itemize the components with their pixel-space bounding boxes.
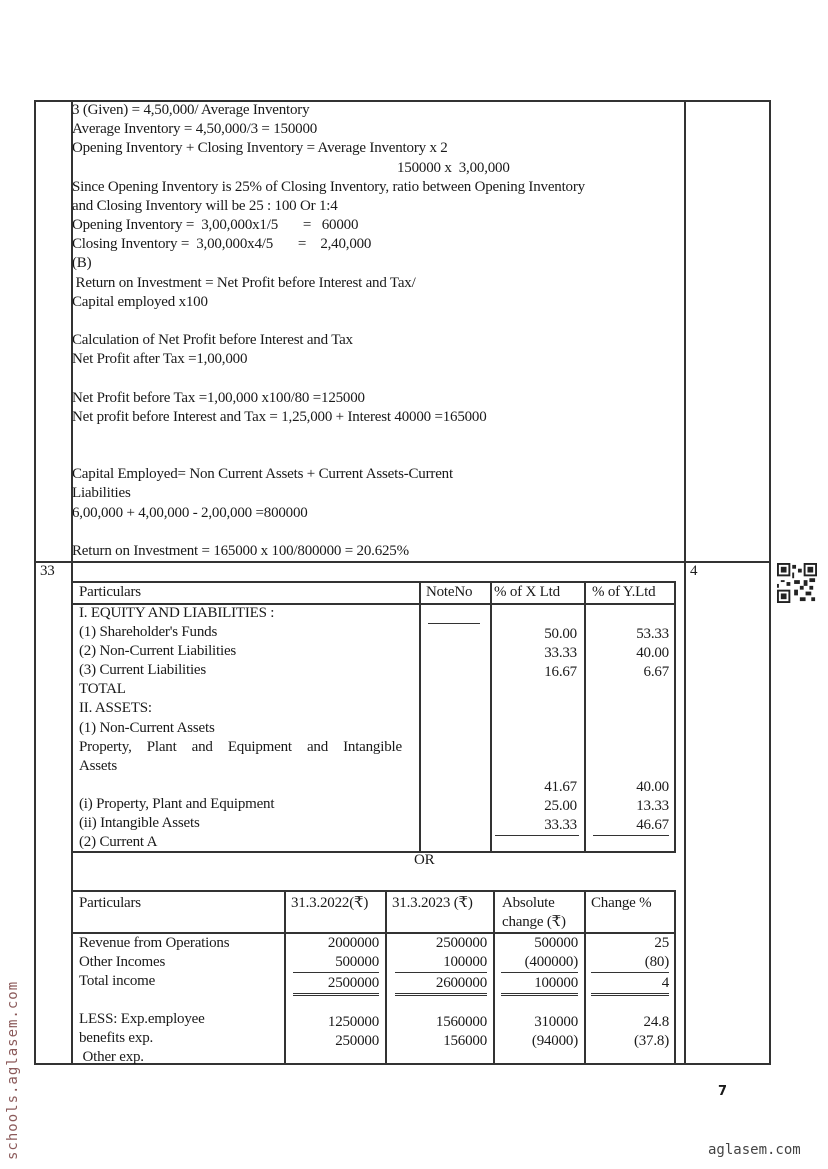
x-value: 25.00 [544,798,577,814]
value-2022: 250000 [335,1033,379,1049]
value-pct: (80) [644,954,669,970]
column-divider [490,583,492,851]
value-pct: 4 [661,975,669,991]
value-abs: (94000) [531,1033,578,1049]
header-y-ltd: % of Y.Ltd [592,584,656,600]
double-underline [591,993,669,996]
header-note-no: NoteNo [426,584,473,600]
row-label: Property, Plant and Equipment and Intangible [79,739,402,755]
value-pct: 25 [654,935,669,951]
header-particulars: Particulars [79,584,141,600]
column-divider [684,102,686,1063]
comparative-table [71,890,676,1065]
header-2022: 31.3.2022(₹) [291,895,369,911]
value-pct: (37.8) [633,1033,669,1049]
row-label: Assets [79,758,117,774]
value-2023: 2500000 [435,935,487,951]
value-2022: 500000 [335,954,379,970]
double-underline [501,993,578,996]
underline [428,623,480,624]
value-abs: (400000) [524,954,578,970]
part-label: (B) [72,255,92,271]
x-value: 50.00 [544,626,577,642]
question-number: 33 [40,563,55,579]
qr-code-icon [777,563,817,603]
solution-line: Opening Inventory = 3,00,000x1/5 = 60000 [72,217,359,233]
x-value: 41.67 [544,779,577,795]
page-number: 7 [718,1084,728,1099]
column-divider [584,583,586,851]
solution-line: Closing Inventory = 3,00,000x4/5 = 2,40,000 [72,236,372,252]
solution-line: Net Profit after Tax =1,00,000 [72,351,248,367]
row-label: (1) Non-Current Assets [79,720,215,736]
y-value: 53.33 [636,626,669,642]
solution-line: Average Inventory = 4,50,000/3 = 150000 [72,121,318,137]
solution-line: and Closing Inventory will be 25 : 100 Or 1:4 [72,198,338,214]
value-abs: 310000 [534,1014,578,1030]
header-particulars: Particulars [79,895,141,911]
row-label: Total income [79,973,156,989]
solution-line: Since Opening Inventory is 25% of Closing Inventory, ratio between Opening Inventory [72,179,585,195]
solution-line: Return on Investment = 165000 x 100/800000 = 20.625% [72,543,409,559]
column-divider [284,892,286,1065]
row-label: (2) Non-Current Liabilities [79,643,237,659]
underline [493,603,579,604]
column-divider [584,892,586,1065]
footer-watermark: aglasem.com [708,1142,801,1158]
row-label: (1) Shareholder's Funds [79,624,218,640]
row-label: Revenue from Operations [79,935,230,951]
row-label: (i) Property, Plant and Equipment [79,796,275,812]
row-label: Other Incomes [79,954,166,970]
underline [495,835,579,836]
solution-line: 6,00,000 + 4,00,000 - 2,00,000 =800000 [72,505,308,521]
solution-line: Capital Employed= Non Current Assets + Current Assets-Current [72,466,453,482]
y-value: 40.00 [636,779,669,795]
double-underline [293,993,379,996]
header-2023: 31.3.2023 (₹) [392,895,473,911]
underline [395,972,487,973]
value-2022: 2000000 [327,935,379,951]
x-value: 33.33 [544,645,577,661]
y-value: 6.67 [643,664,669,680]
header-change-pct: Change % [591,895,652,911]
value-2023: 100000 [443,954,487,970]
solution-line: 3 (Given) = 4,50,000/ Average Inventory [72,102,310,118]
solution-line: 150000 x 3,00,000 [397,160,510,176]
side-watermark: schools.aglasem.com [5,980,21,1160]
solution-line: Liabilities [72,485,131,501]
underline [593,835,669,836]
row-divider [36,561,769,563]
or-separator: OR [414,852,435,868]
value-2022: 2500000 [327,975,379,991]
underline [591,972,669,973]
solution-line: Return on Investment = Net Profit before Interest and Tax/ [72,275,416,291]
row-label: II. ASSETS: [79,700,152,716]
solution-line: Net Profit before Tax =1,00,000 x100/80 =125000 [72,390,365,406]
row-label: Other exp. [79,1049,144,1065]
row-label: (3) Current Liabilities [79,662,207,678]
value-abs: 100000 [534,975,578,991]
common-size-table [71,581,676,853]
value-2023: 2600000 [435,975,487,991]
solution-line: Calculation of Net Profit before Interest and Tax [72,332,353,348]
row-label: LESS: Exp.employee [79,1011,205,1027]
value-abs: 500000 [534,935,578,951]
value-2023: 156000 [443,1033,487,1049]
underline [589,603,673,604]
solution-line: Opening Inventory + Closing Inventory = Average Inventory x 2 [72,140,448,156]
value-pct: 24.8 [643,1014,669,1030]
column-divider [419,583,421,851]
value-2023: 1560000 [435,1014,487,1030]
row-label: TOTAL [79,681,126,697]
row-label: (ii) Intangible Assets [79,815,200,831]
header-absolute: Absolute [502,895,555,911]
y-value: 46.67 [636,817,669,833]
y-value: 13.33 [636,798,669,814]
underline [293,972,379,973]
solution-line: Net profit before Interest and Tax = 1,25,000 + Interest 40000 =165000 [72,409,487,425]
underline [501,972,578,973]
value-2022: 1250000 [327,1014,379,1030]
row-label: I. EQUITY AND LIABILITIES : [79,605,275,621]
column-divider [385,892,387,1065]
y-value: 40.00 [636,645,669,661]
x-value: 16.67 [544,664,577,680]
row-label: (2) Current A [79,834,158,850]
header-x-ltd: % of X Ltd [494,584,560,600]
solution-line: Capital employed x100 [72,294,208,310]
row-label: benefits exp. [79,1030,154,1046]
x-value: 33.33 [544,817,577,833]
header-absolute-2: change (₹) [502,914,566,930]
marks: 4 [690,563,698,579]
double-underline [395,993,487,996]
column-divider [493,892,495,1065]
